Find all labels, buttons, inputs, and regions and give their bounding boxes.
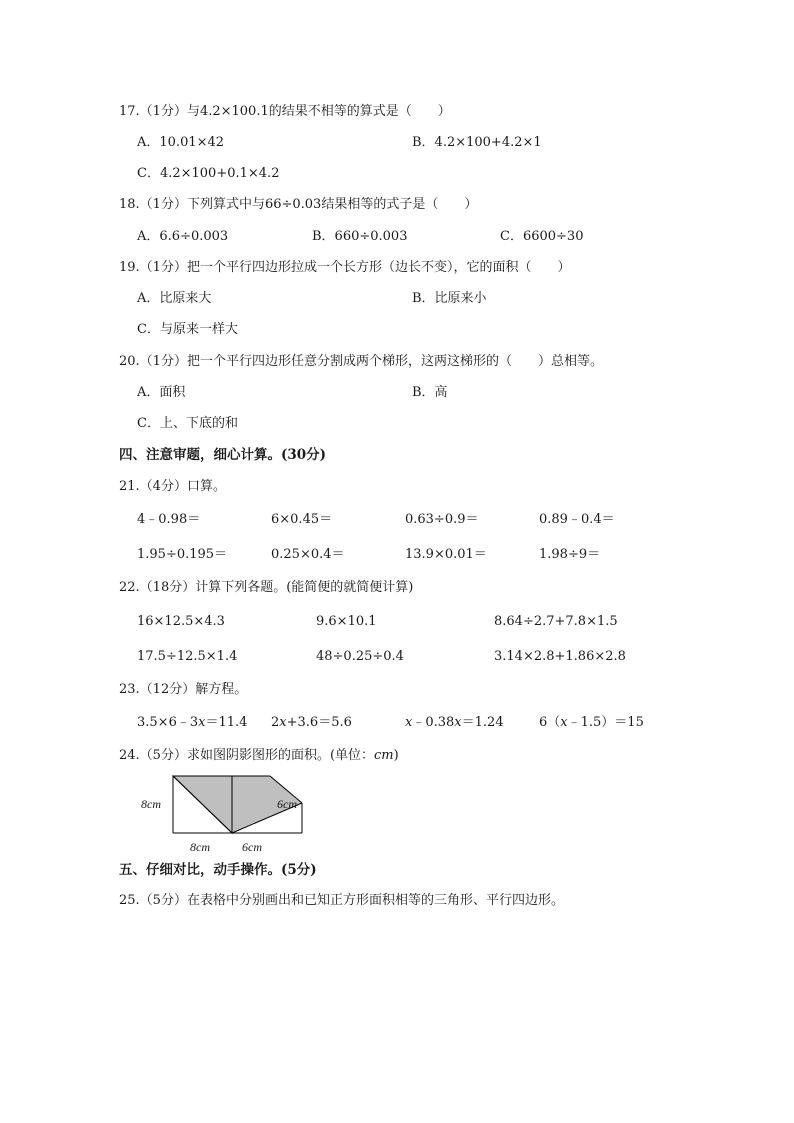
q21-item: 0.89﹣0.4＝ (539, 512, 615, 527)
q22-stem: 22.（18分）计算下列各题。(能简便的就简便计算) (119, 580, 414, 595)
q21-item: 1.95÷0.195＝ (137, 547, 228, 562)
q23-stem: 23.（12分）解方程。 (119, 682, 248, 697)
q21-stem: 21.（4分）口算。 (119, 479, 226, 494)
q17-stem: 17.（1分）与4.2×100.1的结果不相等的算式是（ ） (119, 104, 451, 119)
q18-option-c: C．6600÷30 (500, 229, 584, 244)
q18-stem: 18.（1分）下列算式中与66÷0.03结果相等的式子是（ ） (119, 197, 478, 212)
q18-option-b: B．660÷0.003 (312, 229, 408, 244)
q20-stem: 20.（1分）把一个平行四边形任意分割成两个梯形，这两这梯形的（ ）总相等。 (119, 354, 603, 369)
q20-option-c: C．上、下底的和 (137, 416, 238, 431)
q22-item: 16×12.5×4.3 (137, 614, 225, 629)
q24-stem: 24.（5分）求如图阴影图形的面积。(单位：cm) (119, 748, 399, 763)
q18-option-a: A．6.6÷0.003 (137, 229, 229, 244)
fig-label-bottom-left: 8cm (190, 840, 210, 854)
q17-option-a: A．10.01×42 (137, 135, 225, 150)
q20-option-b: B．高 (412, 385, 448, 400)
q20-option-a: A．面积 (137, 385, 186, 400)
q21-item: 1.98÷9＝ (539, 547, 601, 562)
q21-item: 0.63÷0.9＝ (405, 512, 479, 527)
q21-item: 0.25×0.4＝ (271, 547, 345, 562)
q19-option-a: A．比原来大 (137, 291, 212, 306)
fig-label-right: 6cm (277, 797, 297, 811)
q21-item: 13.9×0.01＝ (405, 547, 487, 562)
q17-option-c: C．4.2×100+0.1×4.2 (137, 166, 280, 181)
section-5-heading: 五、仔细对比，动手操作。(5分) (119, 862, 317, 878)
q23-equation-1: 3.5×6﹣3x＝11.4 (137, 715, 248, 730)
q19-option-c: C．与原来一样大 (137, 322, 238, 337)
fig-label-bottom-right: 6cm (242, 840, 262, 854)
q23-equation-2: 2x+3.6＝5.6 (271, 715, 352, 730)
q23-equation-3: x﹣0.38x＝1.24 (405, 715, 504, 730)
q22-item: 17.5÷12.5×1.4 (137, 649, 238, 664)
q22-item: 9.6×10.1 (316, 614, 377, 629)
fig-label-left: 8cm (141, 797, 161, 811)
q24-figure (135, 770, 315, 855)
section-4-heading: 四、注意审题，细心计算。(30分) (119, 447, 327, 463)
q19-option-b: B．比原来小 (412, 291, 487, 306)
q17-option-b: B．4.2×100+4.2×1 (412, 135, 542, 150)
q21-item: 4﹣0.98＝ (137, 512, 201, 527)
q25-stem: 25.（5分）在表格中分别画出和已知正方形面积相等的三角形、平行四边形。 (119, 893, 564, 908)
q22-item: 8.64÷2.7+7.8×1.5 (494, 614, 618, 629)
q22-item: 3.14×2.8+1.86×2.8 (494, 649, 626, 664)
q22-item: 48÷0.25÷0.4 (316, 649, 404, 664)
q19-stem: 19.（1分）把一个平行四边形拉成一个长方形（边长不变），它的面积（ ） (119, 260, 571, 275)
q21-item: 6×0.45＝ (271, 512, 333, 527)
q23-equation-4: 6（x﹣1.5）＝15 (539, 715, 644, 730)
